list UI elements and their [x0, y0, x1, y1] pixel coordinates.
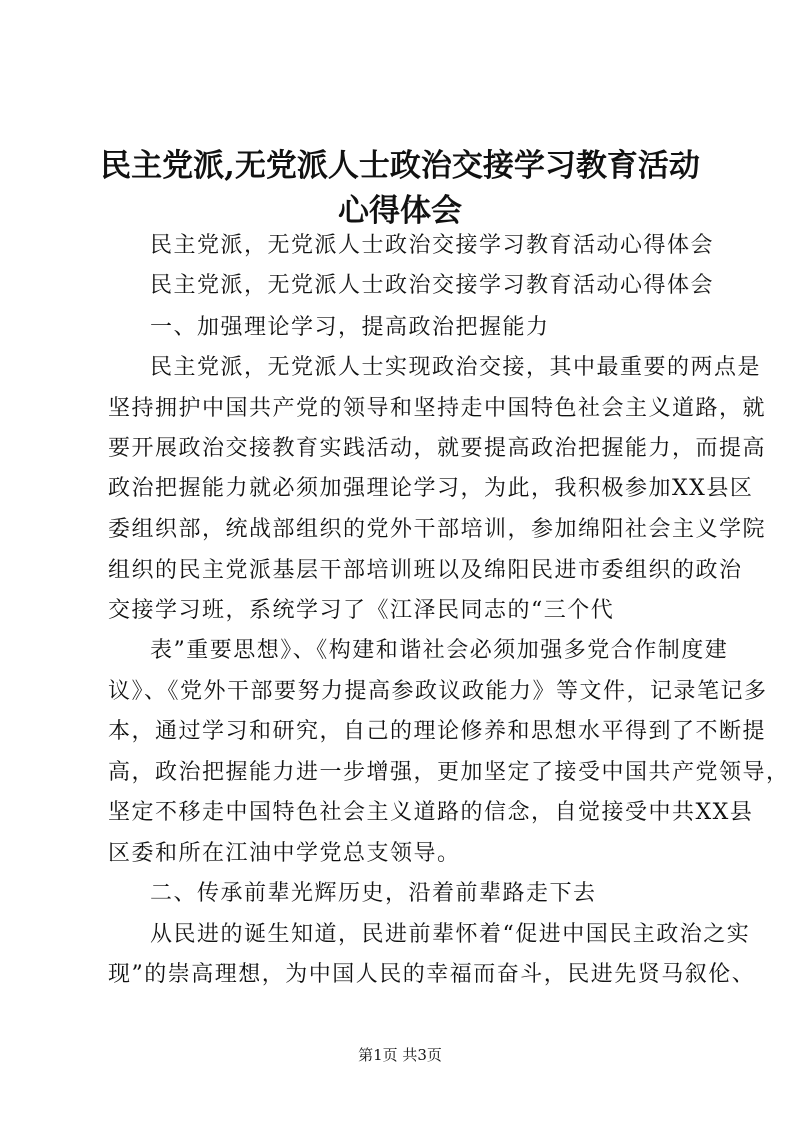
section-heading-1: 一、加强理论学习，提高政治把握能力 — [150, 315, 550, 340]
paragraph-line: 本，通过学习和研究，自己的理论修养和思想水平得到了不断提 — [108, 719, 767, 744]
paragraph-line: 坚持拥护中国共产党的领导和坚持走中国特色社会主义道路，就 — [108, 396, 767, 421]
section-heading-2: 二、传承前辈光辉历史，沿着前辈路走下去 — [150, 881, 597, 906]
paragraph-line: 要开展政治交接教育实践活动，就要提高政治把握能力，而提高 — [108, 436, 767, 461]
paragraph-line: 从民进的诞生知道，民进前辈怀着“促进中国民主政治之实 — [150, 922, 751, 947]
subtitle-line: 民主党派，无党派人士政治交接学习教育活动心得体会 — [150, 233, 715, 258]
subtitle-line: 民主党派，无党派人士政治交接学习教育活动心得体会 — [150, 273, 715, 298]
paragraph-line: 交接学习班，系统学习了《江泽民同志的“三个代 — [108, 598, 615, 623]
paragraph-line: 现”的崇高理想，为中国人民的幸福而奋斗，民进先贤马叙伦、 — [108, 962, 756, 987]
document-title-line-1: 民主党派,无党派人士政治交接学习教育活动 — [100, 148, 700, 184]
page-number-footer: 第1页 共3页 — [358, 1046, 442, 1064]
paragraph-line: 坚定不移走中国特色社会主义道路的信念，自觉接受中共XX县 — [108, 800, 754, 825]
paragraph-line: 民主党派，无党派人士实现政治交接，其中最重要的两点是 — [150, 355, 762, 380]
paragraph-line: 议》、《党外干部要努力提高参政议政能力》等文件，记录笔记多 — [108, 679, 768, 704]
paragraph-line: 组织的民主党派基层干部培训班以及绵阳民进市委组织的政治 — [108, 558, 743, 583]
paragraph-line: 表”重要思想》、《构建和谐社会必须加强多党合作制度建 — [150, 638, 729, 663]
document-title-line-2: 心得体会 — [338, 193, 462, 229]
paragraph-line: 区委和所在江油中学党总支领导。 — [108, 841, 461, 866]
paragraph-line: 高，政治把握能力进一步增强，更加坚定了接受中国共产党领导， — [108, 760, 790, 785]
paragraph-line: 政治把握能力就必须加强理论学习，为此，我积极参加XX县区 — [108, 476, 754, 501]
paragraph-line: 委组织部，统战部组织的党外干部培训，参加绵阳社会主义学院 — [108, 517, 767, 542]
